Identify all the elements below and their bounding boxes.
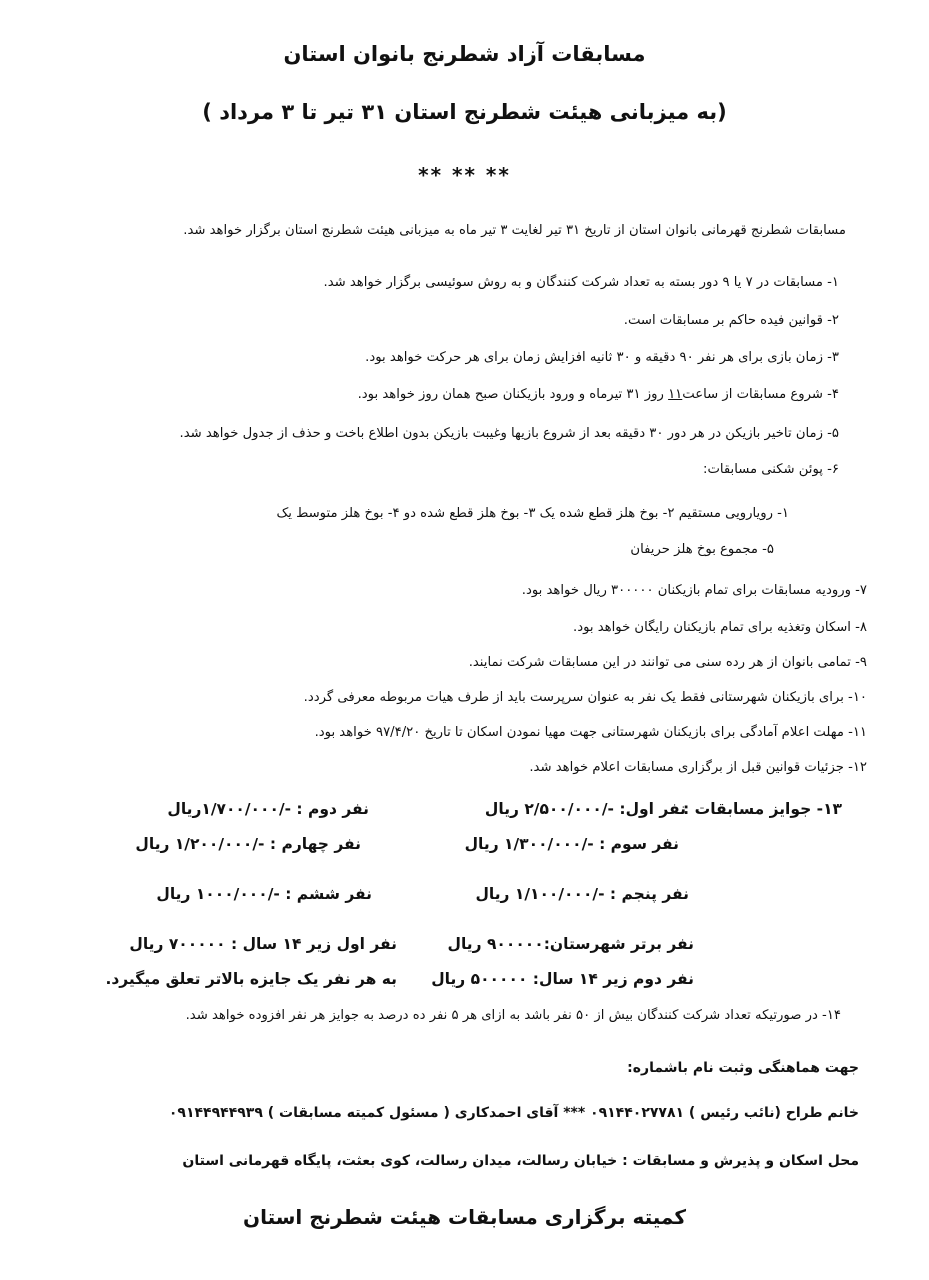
contact-heading: جهت هماهنگی وثبت نام باشماره: — [627, 1060, 859, 1076]
venue-address: محل اسکان و پذیرش و مسابقات : خیابان رسالت، میدان رسالت، کوی بعثت، پایگاه قهرمانی استان — [182, 1153, 859, 1169]
rule-item-8: ۸- اسکان وتغذیه برای تمام بازیکنان رایگان خواهد بود. — [573, 620, 867, 635]
page-title: مسابقات آزاد شطرنج بانوان استان — [283, 42, 646, 66]
rule-item-14: ۱۴- در صورتیکه تعداد شرکت کنندگان بیش از ۵۰ نفر باشد به ازای هر ۵ نفر ده درصد به جوایز هر نفر افزوده خواهد شد. — [185, 1008, 841, 1023]
rule-item-4-rest: روز ۳۱ تیرماه و ورود بازیکنان صبح همان روز خواهد بود. — [357, 387, 669, 402]
rule-item-3: ۳- زمان بازی برای هر نفر ۹۰ دقیقه و ۳۰ ثانیه افزایش زمان برای هر حرکت خواهد بود. — [365, 350, 839, 365]
tiebreak-line-2: ۵- مجموع بوخ هلز حریفان — [630, 542, 774, 557]
rule-item-6: ۶- پوئن شکنی مسابقات: — [703, 462, 839, 477]
stars-divider: ** ** ** — [418, 163, 511, 187]
prize-first: نفر اول: -/۲/۵۰۰/۰۰۰ ریال — [484, 800, 686, 818]
prize-top-city: نفر برتر شهرستان:۹۰۰۰۰۰ ریال — [447, 935, 694, 953]
prize-sixth: نفر ششم : -/۱۰۰۰/۰۰۰ ریال — [156, 885, 372, 903]
rule-item-11: ۱۱- مهلت اعلام آمادگی برای بازیکنان شهرستانی جهت مهیا نمودن اسکان تا تاریخ ۹۷/۴/۲۰ خواهد بود. — [314, 725, 867, 740]
prize-second: نفر دوم : -/۱/۷۰۰/۰۰۰ریال — [167, 800, 369, 818]
rule-item-2: ۲- قوانین فیده حاکم بر مسابقات است. — [623, 313, 839, 328]
organizer-footer: کمیته برگزاری مسابقات هیئت شطرنج استان — [243, 1205, 686, 1229]
page-subtitle: (به میزبانی هیئت شطرنج استان ۳۱ تیر تا ۳ مرداد ) — [202, 100, 727, 124]
prize-third: نفر سوم : -/۱/۳۰۰/۰۰۰ ریال — [464, 835, 679, 853]
rule-item-4-start: ۴- شروع مسابقات از ساعت — [682, 387, 839, 402]
prize-fourth: نفر چهارم : -/۱/۲۰۰/۰۰۰ ریال — [135, 835, 361, 853]
rule-item-1: ۱- مسابقات در ۷ یا ۹ دور بسته به تعداد شرکت کنندگان و به روش سوئیسی برگزار خواهد شد. — [323, 275, 839, 290]
rule-item-5: ۵- زمان تاخیر بازیکن در هر دور ۳۰ دقیقه بعد از شروع بازیها وغیبت بازیکن بدون اطلاع باخت و حذف از جدول خواهد شد. — [179, 426, 839, 441]
contact-phones: خانم طراح (نائب رئیس ) ۰۹۱۴۴۰۲۷۷۸۱ *** آقای احمدکاری ( مسئول کمیته مسابقات ) ۰۹۱۴۴۹۴۴۹۳۹ — [168, 1105, 859, 1121]
prize-first-under14: نفر اول زیر ۱۴ سال : ۷۰۰۰۰۰ ریال — [129, 935, 397, 953]
prize-second-under14: نفر دوم زیر ۱۴ سال: ۵۰۰۰۰۰ ریال — [431, 970, 694, 988]
rule-item-7: ۷- ورودیه مسابقات برای تمام بازیکنان ۳۰۰۰۰۰ ریال خواهد بود. — [521, 583, 867, 598]
rule-item-4 — [358, 387, 839, 402]
prize-note: به هر نفر یک جایزه بالاتر تعلق میگیرد. — [105, 970, 397, 988]
rule-item-4-hour: ۱۱ — [668, 387, 683, 402]
rule-item-12: ۱۲- جزئیات قوانین قبل از برگزاری مسابقات اعلام خواهد شد. — [529, 760, 867, 775]
tiebreak-line-1: ۱- رویارویی مستقیم ۲- بوخ هلز قطع شده یک ۳- بوخ هلز قطع شده دو ۴- بوخ هلز متوسط یک — [276, 506, 789, 521]
rule-item-9: ۹- تمامی بانوان از هر رده سنی می توانند در این مسابقات شرکت نمایند. — [468, 655, 867, 670]
rule-item-10: ۱۰- برای بازیکنان شهرستانی فقط یک نفر به عنوان سرپرست باید از طرف هیات مربوطه معرفی گردد. — [303, 690, 867, 705]
prizes-heading: ۱۳- جوایز مسابقات : — [683, 800, 842, 818]
prize-fifth: نفر پنجم : -/۱/۱۰۰/۰۰۰ ریال — [475, 885, 689, 903]
intro-paragraph: مسابقات شطرنج قهرمانی بانوان استان از تاریخ ۳۱ تیر لغایت ۳ تیر ماه به میزبانی هیئت شطرنج استان برگزار خواهد شد. — [183, 223, 846, 238]
